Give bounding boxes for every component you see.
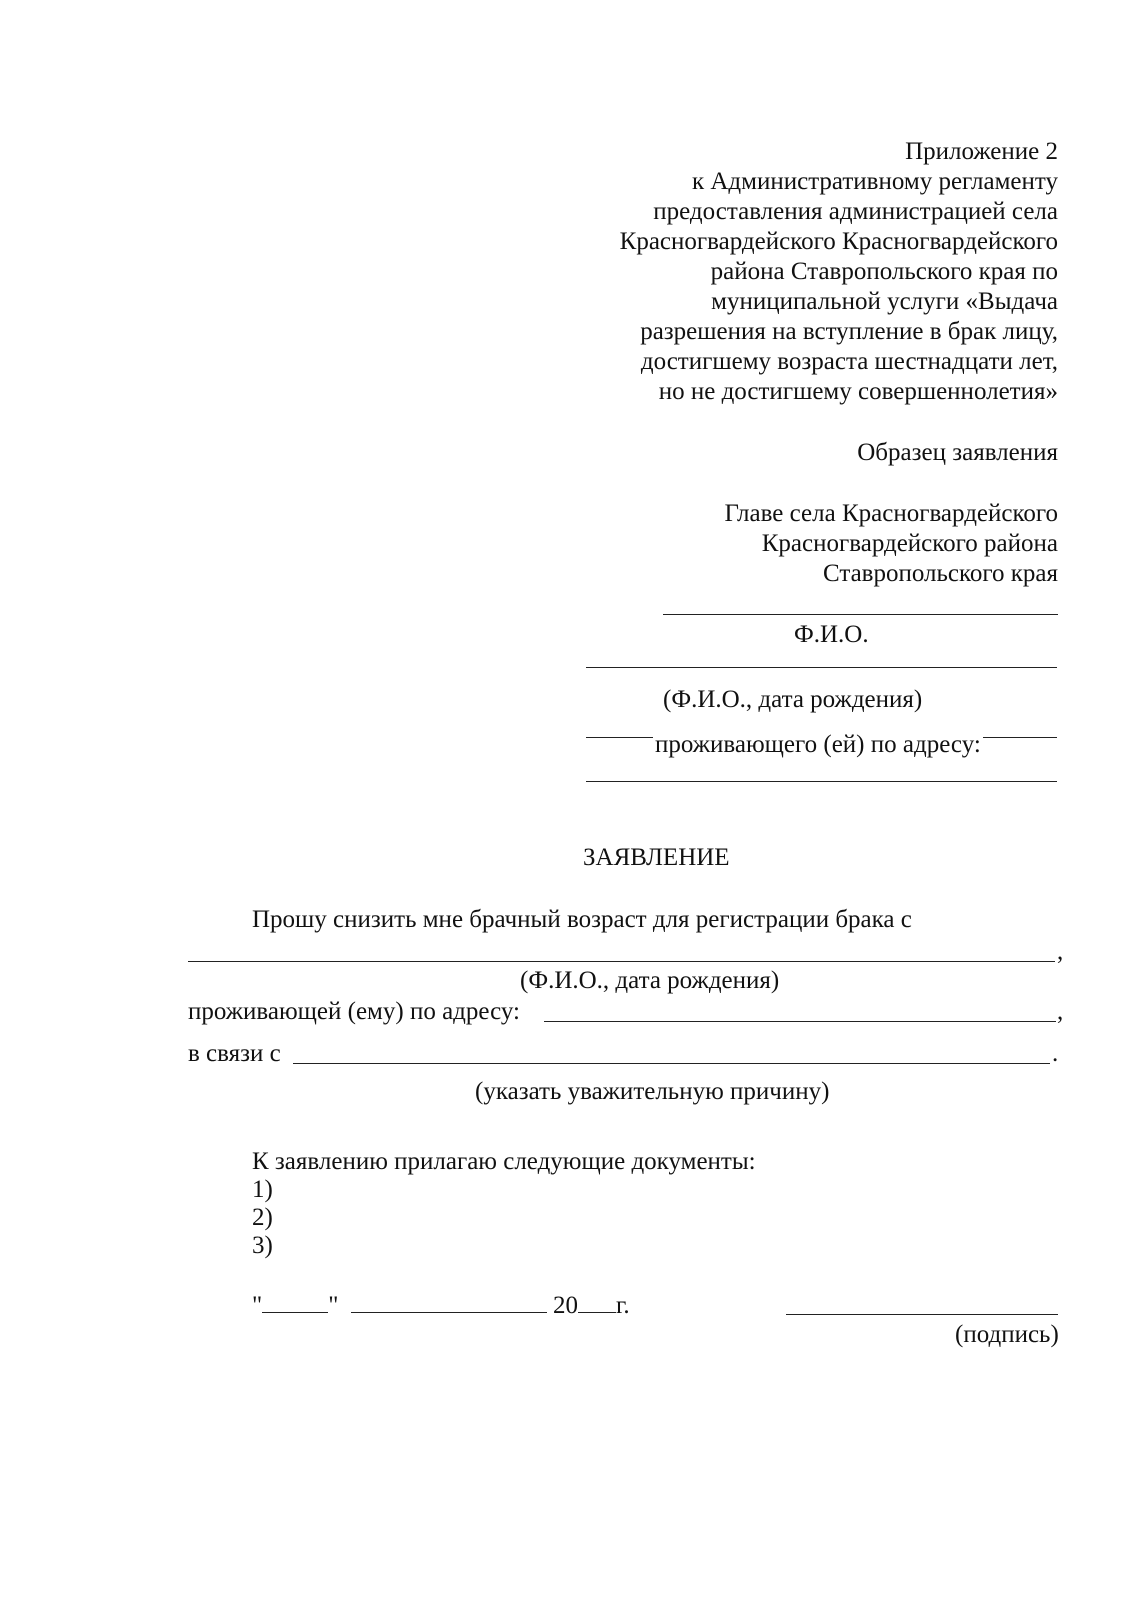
addressee-line: Красногвардейского района xyxy=(761,530,1058,557)
year-prefix: 20 xyxy=(552,1292,578,1319)
close-quote: " xyxy=(328,1292,339,1319)
reason-period: . xyxy=(1052,1040,1059,1067)
appendix-title: Приложение 2 xyxy=(905,138,1058,165)
fio-caption: Ф.И.О. xyxy=(794,621,869,648)
header-line: Красногвардейского Красногвардейского xyxy=(619,228,1058,255)
header-line: разрешения на вступление в брак лицу, xyxy=(640,318,1058,345)
day-field[interactable] xyxy=(262,1290,328,1313)
signature-caption: (подпись) xyxy=(955,1321,1059,1348)
sample-label: Образец заявления xyxy=(857,439,1058,466)
applicant-name-field[interactable] xyxy=(586,667,1057,668)
header-line: но не достигшему совершеннолетия» xyxy=(658,378,1058,405)
residence-caption: проживающего (ей) по адресу: xyxy=(655,731,981,758)
reason-field[interactable] xyxy=(293,1063,1050,1064)
partner-address-field[interactable] xyxy=(544,1021,1056,1022)
month-field[interactable] xyxy=(351,1290,547,1313)
signature-field[interactable] xyxy=(786,1314,1058,1315)
attachment-item[interactable]: 3) xyxy=(252,1232,273,1259)
attachments-intro: К заявлению прилагаю следующие документы: xyxy=(252,1148,756,1175)
year-suffix: г. xyxy=(615,1292,630,1319)
date-line xyxy=(252,1290,630,1321)
applicant-address-field[interactable] xyxy=(586,781,1057,782)
header-line: предоставления администрацией села xyxy=(653,198,1058,225)
partner-address-label: проживающей (ему) по адресу: xyxy=(188,998,520,1025)
reason-caption: (указать уважительную причину) xyxy=(475,1078,830,1105)
reason-label: в связи с xyxy=(188,1040,281,1067)
line-comma: , xyxy=(1057,938,1064,965)
year-field[interactable] xyxy=(578,1290,616,1313)
header-line: муниципальной услуги «Выдача xyxy=(711,288,1058,315)
addressee-line: Ставропольского края xyxy=(823,560,1058,587)
partner-caption: (Ф.И.О., дата рождения) xyxy=(520,967,780,994)
partner-name-field[interactable] xyxy=(188,961,1055,962)
address-comma: , xyxy=(1057,998,1064,1025)
header-line: к Административному регламенту xyxy=(691,168,1058,195)
attachment-item[interactable]: 1) xyxy=(252,1176,273,1203)
header-line: района Ставропольского края по xyxy=(710,258,1058,285)
document-title: ЗАЯВЛЕНИЕ xyxy=(583,844,730,871)
header-line: достигшему возраста шестнадцати лет, xyxy=(640,348,1058,375)
attachment-item[interactable]: 2) xyxy=(252,1204,273,1231)
applicant-caption: (Ф.И.О., дата рождения) xyxy=(663,686,923,713)
open-quote: " xyxy=(252,1292,263,1319)
request-text: Прошу снизить мне брачный возраст для регистрации брака с xyxy=(252,906,912,933)
head-fio-field[interactable] xyxy=(663,614,1058,615)
addressee-line: Главе села Красногвардейского xyxy=(724,500,1058,527)
